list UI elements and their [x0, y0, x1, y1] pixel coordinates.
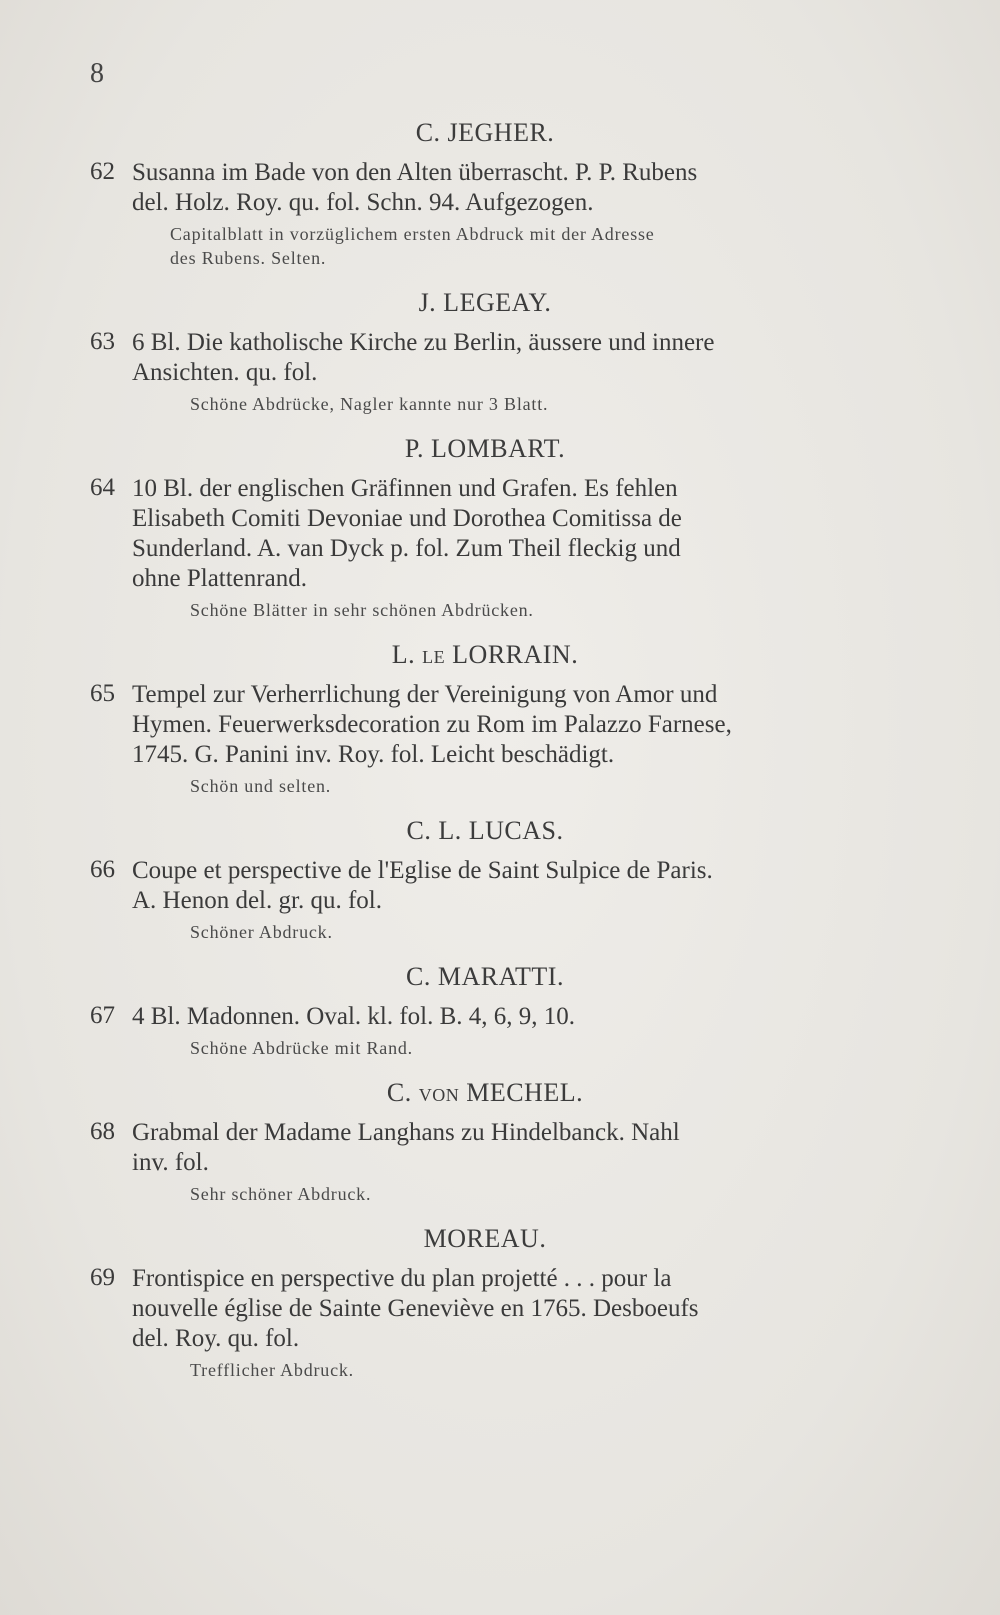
artist-particle: le	[422, 640, 446, 669]
note-line: Schöner Abdruck.	[190, 922, 333, 942]
entry-line: del. Roy. qu. fol.	[132, 1325, 300, 1352]
entry-line: 10 Bl. der englischen Gräfinnen und Grafen. Es fehlen	[132, 475, 678, 502]
entry-line: Frontispice en perspective du plan projetté . . . pour la	[132, 1265, 672, 1292]
artist-surname: MECHEL.	[459, 1078, 584, 1107]
note-line: Schöne Abdrücke mit Rand.	[190, 1038, 413, 1058]
catalog-entry	[90, 856, 880, 944]
artist-heading	[90, 1078, 880, 1108]
catalog-entry	[90, 680, 880, 798]
entry-description	[132, 158, 880, 218]
note-line: Schöne Blätter in sehr schönen Abdrücken.	[190, 600, 534, 620]
entry-description	[132, 1264, 880, 1354]
artist-surname: LORRAIN.	[445, 640, 579, 669]
entry-note	[190, 1182, 880, 1206]
note-line: des Rubens. Selten.	[170, 248, 327, 268]
entry-line: Elisabeth Comiti Devoniae und Dorothea Comitissa de	[132, 505, 682, 532]
entry-line: Tempel zur Verherrlichung der Vereinigung von Amor und	[132, 681, 718, 708]
entry-number: 69	[90, 1264, 115, 1291]
entry-line: Coupe et perspective de l'Eglise de Saint Sulpice de Paris.	[132, 857, 713, 884]
entry-line: 1745. G. Panini inv. Roy. fol. Leicht beschädigt.	[132, 741, 615, 768]
entry-line: Ansichten. qu. fol.	[132, 359, 318, 386]
entry-note	[170, 222, 880, 270]
artist-heading: J. LEGEAY.	[418, 288, 552, 317]
entry-line: A. Henon del. gr. qu. fol.	[132, 887, 382, 914]
artist-heading: MOREAU.	[423, 1224, 547, 1253]
entry-description	[132, 856, 880, 916]
note-line: Capitalblatt in vorzüglichem ersten Abdruck mit der Adresse	[170, 224, 655, 244]
entry-note	[190, 598, 880, 622]
section-moreau	[90, 1224, 880, 1382]
entry-line: Grabmal der Madame Langhans zu Hindelbanck. Nahl	[132, 1119, 680, 1146]
artist-heading: C. MARATTI.	[406, 962, 564, 991]
artist-prefix: L.	[391, 640, 423, 669]
catalog-entry	[90, 474, 880, 622]
catalog-entry	[90, 158, 880, 270]
section-legeay	[90, 288, 880, 416]
entry-note	[190, 774, 880, 798]
entry-number: 64	[90, 474, 115, 501]
page-number: 8	[90, 58, 104, 89]
entry-description	[132, 1118, 880, 1178]
section-von-mechel	[90, 1078, 880, 1206]
note-line: Schöne Abdrücke, Nagler kannte nur 3 Blatt.	[190, 394, 549, 414]
artist-heading: C. JEGHER.	[415, 118, 555, 147]
artist-heading: C. L. LUCAS.	[406, 816, 564, 845]
entry-number: 65	[90, 680, 115, 707]
note-line: Trefflicher Abdruck.	[190, 1360, 354, 1380]
entry-line: del. Holz. Roy. qu. fol. Schn. 94. Aufgezogen.	[132, 189, 594, 216]
catalog-entry	[90, 1002, 880, 1060]
entry-number: 62	[90, 158, 115, 185]
artist-prefix: C.	[386, 1078, 419, 1107]
entry-number: 67	[90, 1002, 115, 1029]
entry-line: Hymen. Feuerwerksdecoration zu Rom im Palazzo Farnese,	[132, 711, 732, 738]
entry-line: 4 Bl. Madonnen. Oval. kl. fol. B. 4, 6, 9, 10.	[132, 1003, 576, 1030]
entry-line: Sunderland. A. van Dyck p. fol. Zum Theil fleckig und	[132, 535, 681, 562]
entry-note	[190, 1358, 880, 1382]
entry-description	[132, 474, 880, 594]
section-lucas	[90, 816, 880, 944]
catalog-entry	[90, 1264, 880, 1382]
entry-description	[132, 328, 880, 388]
entry-line: Susanna im Bade von den Alten überrascht. P. P. Rubens	[132, 159, 698, 186]
entry-description	[132, 1002, 880, 1032]
artist-heading	[90, 640, 880, 670]
entry-note	[190, 1036, 880, 1060]
entry-number: 63	[90, 328, 115, 355]
artist-heading: P. LOMBART.	[404, 434, 566, 463]
section-lombart	[90, 434, 880, 622]
catalog-content	[90, 118, 880, 1400]
note-line: Schön und selten.	[190, 776, 332, 796]
artist-particle: von	[418, 1078, 460, 1107]
catalog-entry	[90, 328, 880, 416]
entry-line: inv. fol.	[132, 1149, 209, 1176]
entry-number: 66	[90, 856, 115, 883]
note-line: Sehr schöner Abdruck.	[190, 1184, 372, 1204]
section-jegher	[90, 118, 880, 270]
entry-note	[190, 920, 880, 944]
section-maratti	[90, 962, 880, 1060]
catalog-entry	[90, 1118, 880, 1206]
entry-number: 68	[90, 1118, 115, 1145]
section-le-lorrain	[90, 640, 880, 798]
entry-line: ohne Plattenrand.	[132, 565, 307, 592]
entry-line: 6 Bl. Die katholische Kirche zu Berlin, äussere und innere	[132, 329, 715, 356]
entry-description	[132, 680, 880, 770]
entry-note	[190, 392, 880, 416]
entry-line: nouvelle église de Sainte Geneviève en 1765. Desboeufs	[132, 1295, 699, 1322]
